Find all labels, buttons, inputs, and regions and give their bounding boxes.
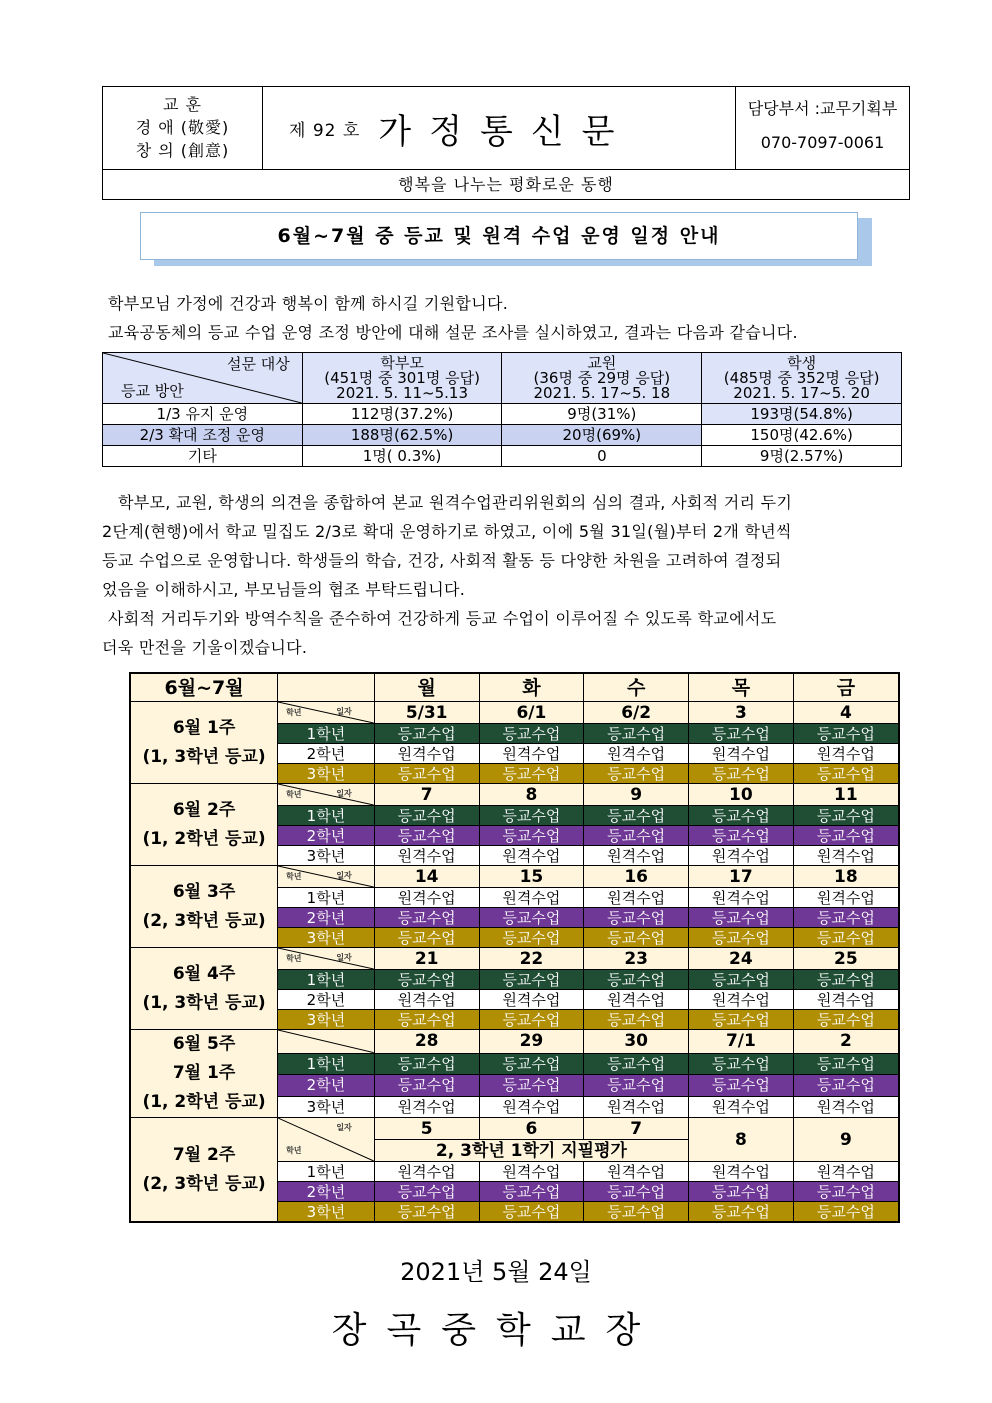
class-mode-cell: 등교수업 — [689, 1053, 794, 1074]
diag-bottom-label: 학년 — [286, 790, 302, 799]
date-grade-diagonal-cell — [278, 866, 375, 888]
class-mode-cell: 원격수업 — [793, 1096, 899, 1117]
date-cell: 2 — [793, 1030, 899, 1054]
body-line: 등교 수업으로 운영합니다. 학생들의 학습, 건강, 사회적 활동 등 다양한 차원을 고려하여 결정되 — [102, 551, 782, 570]
survey-group-header — [702, 353, 902, 404]
group-response: (36명 중 29명 응답) — [533, 368, 671, 387]
survey-table — [102, 352, 902, 467]
week-label-line: 7월 1주 — [172, 1063, 236, 1083]
corner-bottom-label: 등교 방안 — [121, 382, 184, 400]
school-motto — [103, 87, 263, 169]
class-mode-cell: 원격수업 — [584, 1096, 689, 1117]
grade-label: 3학년 — [278, 1202, 375, 1223]
row-label: 2/3 확대 조정 운영 — [103, 425, 303, 446]
grade-label: 3학년 — [278, 846, 375, 866]
class-mode-cell: 등교수업 — [689, 970, 794, 990]
exam-note: 2, 3학년 1학기 지필평가 — [374, 1140, 688, 1162]
class-mode-cell: 원격수업 — [479, 846, 584, 866]
class-mode-cell: 등교수업 — [793, 1182, 899, 1202]
grade-label: 1학년 — [278, 724, 375, 744]
class-mode-cell: 원격수업 — [689, 744, 794, 764]
class-mode-cell: 원격수업 — [793, 888, 899, 908]
body-line: 학부모, 교원, 학생의 의견을 종합하여 본교 원격수업관리위원회의 심의 결과, 사회적 거리 두기 — [118, 493, 793, 512]
class-mode-cell: 등교수업 — [584, 1202, 689, 1223]
class-mode-cell: 원격수업 — [689, 1096, 794, 1117]
class-mode-cell: 원격수업 — [584, 1162, 689, 1182]
week-date-row — [130, 784, 899, 806]
class-mode-cell: 등교수업 — [584, 1053, 689, 1074]
class-mode-cell: 등교수업 — [584, 1010, 689, 1030]
class-mode-cell: 등교수업 — [689, 764, 794, 784]
grade-label: 2학년 — [278, 744, 375, 764]
class-mode-cell: 원격수업 — [689, 888, 794, 908]
class-mode-cell: 원격수업 — [584, 744, 689, 764]
class-mode-cell: 등교수업 — [584, 928, 689, 948]
class-mode-cell: 등교수업 — [793, 764, 899, 784]
corner-top-label: 설문 대상 — [226, 355, 290, 373]
class-mode-cell: 등교수업 — [584, 826, 689, 846]
week-label — [130, 784, 278, 866]
date-cell: 22 — [479, 948, 584, 970]
week-date-row — [130, 1030, 899, 1054]
day-header: 월 — [374, 673, 479, 702]
survey-row — [103, 446, 902, 467]
day-header: 금 — [793, 673, 899, 702]
grade-label: 1학년 — [278, 888, 375, 908]
class-mode-cell: 원격수업 — [479, 888, 584, 908]
grade-label: 3학년 — [278, 1096, 375, 1117]
grade-label: 2학년 — [278, 1075, 375, 1096]
date-cell: 30 — [584, 1030, 689, 1054]
date-cell: 5 — [374, 1118, 479, 1140]
diag-top-label: 일자 — [336, 789, 352, 798]
class-mode-cell: 원격수업 — [793, 990, 899, 1010]
date-cell: 5/31 — [374, 702, 479, 724]
school-slogan: 행복을 나누는 평화로운 동행 — [103, 169, 909, 200]
class-mode-cell: 등교수업 — [374, 1075, 479, 1096]
grade-label: 1학년 — [278, 1162, 375, 1182]
group-period: 2021. 5. 17~5. 20 — [733, 383, 870, 402]
date-cell: 6/2 — [584, 702, 689, 724]
date-cell: 16 — [584, 866, 689, 888]
class-mode-cell: 등교수업 — [793, 970, 899, 990]
group-period: 2021. 5. 17~5. 18 — [533, 383, 671, 402]
class-mode-cell: 원격수업 — [479, 1162, 584, 1182]
week-label-line: 6월 4주 — [172, 963, 236, 984]
week-label — [130, 702, 278, 784]
diag-top-label: 일자 — [336, 1123, 352, 1132]
week-label — [130, 1118, 278, 1223]
class-mode-cell: 등교수업 — [479, 1075, 584, 1096]
group-response: (451명 중 301명 응답) — [324, 368, 480, 387]
diag-top-label: 일자 — [336, 953, 352, 962]
class-mode-cell: 등교수업 — [793, 1075, 899, 1096]
date-cell: 9 — [584, 784, 689, 806]
week-label-line: (2, 3학년 등교) — [142, 910, 266, 931]
row-label: 기타 — [103, 446, 303, 467]
class-mode-cell: 등교수업 — [374, 970, 479, 990]
motto-line: 교 훈 — [163, 95, 202, 114]
motto-line: 경 애 (敬愛) — [135, 118, 230, 137]
date-cell: 7/1 — [689, 1030, 794, 1054]
date-grade-diagonal-cell — [278, 1118, 375, 1162]
class-mode-cell: 등교수업 — [793, 826, 899, 846]
newsletter-title: 가정통신문 — [378, 111, 633, 152]
class-mode-cell: 등교수업 — [374, 806, 479, 826]
date-cell: 6/1 — [479, 702, 584, 724]
class-mode-cell: 등교수업 — [374, 1053, 479, 1074]
diagonal-line — [278, 1030, 374, 1053]
date-cell: 6 — [479, 1118, 584, 1140]
day-header: 목 — [689, 673, 794, 702]
date-cell: 4 — [793, 702, 899, 724]
class-mode-cell: 원격수업 — [479, 1096, 584, 1117]
week-label-line: 6월 3주 — [172, 881, 236, 902]
class-mode-cell: 원격수업 — [584, 888, 689, 908]
class-mode-cell: 원격수업 — [689, 1162, 794, 1182]
class-mode-cell: 등교수업 — [374, 928, 479, 948]
class-mode-cell: 등교수업 — [689, 1182, 794, 1202]
week-date-row — [130, 702, 899, 724]
week-label — [130, 866, 278, 948]
day-header: 화 — [479, 673, 584, 702]
week-label-line: (1, 2학년 등교) — [142, 1092, 266, 1112]
class-mode-cell: 등교수업 — [689, 806, 794, 826]
row-label: 1/3 유지 운영 — [103, 404, 303, 425]
week-label-line: (1, 3학년 등교) — [142, 992, 266, 1013]
schedule-table — [129, 672, 900, 1223]
class-mode-cell: 원격수업 — [374, 1162, 479, 1182]
group-period: 2021. 5. 11~5.13 — [336, 383, 468, 402]
week-label-line: (2, 3학년 등교) — [142, 1173, 266, 1194]
class-mode-cell: 등교수업 — [479, 806, 584, 826]
class-mode-cell: 등교수업 — [793, 908, 899, 928]
date-grade-diagonal-cell — [278, 948, 375, 970]
body-line: 2단계(현행)에서 학교 밀집도 2/3로 확대 운영하기로 하였고, 이에 5월 31일(월)부터 2개 학년씩 — [102, 522, 792, 541]
class-mode-cell: 등교수업 — [689, 908, 794, 928]
grade-label: 3학년 — [278, 764, 375, 784]
class-mode-cell: 등교수업 — [374, 1010, 479, 1030]
class-mode-cell: 등교수업 — [374, 826, 479, 846]
class-mode-cell: 등교수업 — [479, 970, 584, 990]
class-mode-cell: 원격수업 — [793, 744, 899, 764]
class-mode-cell: 등교수업 — [374, 1202, 479, 1223]
class-mode-cell: 등교수업 — [793, 1010, 899, 1030]
class-mode-cell: 등교수업 — [479, 908, 584, 928]
day-header: 수 — [584, 673, 689, 702]
date-grade-diagonal-cell — [278, 784, 375, 806]
week-label — [130, 1030, 278, 1118]
date-cell: 21 — [374, 948, 479, 970]
date-cell: 11 — [793, 784, 899, 806]
week-date-row — [130, 1118, 899, 1140]
intro-line: 교육공동체의 등교 수업 운영 조정 방안에 대해 설문 조사를 실시하였고, 결과는 다음과 같습니다. — [108, 323, 798, 342]
date-cell: 24 — [689, 948, 794, 970]
row-value: 188명(62.5%) — [302, 425, 502, 446]
issue-date: 2021년 5월 24일 — [400, 1258, 592, 1286]
survey-row — [103, 425, 902, 446]
body-line: 사회적 거리두기와 방역수칙을 준수하여 건강하게 등교 수업이 이루어질 수 있도록 학교에서도 — [108, 609, 777, 628]
date-cell: 28 — [374, 1030, 479, 1054]
department-name: 담당부서 :교무기획부 — [747, 99, 898, 118]
week-date-row — [130, 866, 899, 888]
class-mode-cell: 등교수업 — [374, 724, 479, 744]
class-mode-cell: 등교수업 — [689, 1075, 794, 1096]
class-mode-cell: 원격수업 — [584, 846, 689, 866]
date-cell: 18 — [793, 866, 899, 888]
motto-line: 창 의 (創意) — [135, 141, 230, 160]
grade-label: 2학년 — [278, 908, 375, 928]
class-mode-cell: 등교수업 — [479, 1010, 584, 1030]
date-cell: 3 — [689, 702, 794, 724]
week-label-line: (1, 3학년 등교) — [142, 746, 266, 767]
week-date-row — [130, 948, 899, 970]
class-mode-cell: 등교수업 — [584, 806, 689, 826]
grade-label: 3학년 — [278, 928, 375, 948]
class-mode-cell: 등교수업 — [374, 908, 479, 928]
date-grade-diagonal-cell — [278, 1030, 375, 1054]
row-value: 193명(54.8%) — [702, 404, 902, 425]
period-label: 6월~7월 — [130, 673, 278, 702]
diag-top-label: 일자 — [336, 871, 352, 880]
class-mode-cell: 원격수업 — [374, 846, 479, 866]
class-mode-cell: 등교수업 — [584, 1075, 689, 1096]
grade-label: 1학년 — [278, 970, 375, 990]
class-mode-cell: 등교수업 — [584, 1182, 689, 1202]
class-mode-cell: 등교수업 — [479, 928, 584, 948]
diag-bottom-label: 학년 — [286, 954, 302, 963]
date-cell: 23 — [584, 948, 689, 970]
department-info — [735, 87, 909, 169]
body-line: 었음을 이해하시고, 부모님들의 협조 부탁드립니다. — [102, 580, 466, 599]
class-mode-cell: 원격수업 — [374, 888, 479, 908]
diag-top-label: 일자 — [336, 707, 352, 716]
row-value: 20명(69%) — [502, 425, 702, 446]
date-cell: 17 — [689, 866, 794, 888]
survey-group-header — [302, 353, 502, 404]
body-line: 더욱 만전을 기울이겠습니다. — [102, 638, 308, 657]
grade-label: 3학년 — [278, 1010, 375, 1030]
notice-title: 6월~7월 중 등교 및 원격 수업 운영 일정 안내 — [140, 212, 858, 260]
class-mode-cell: 등교수업 — [479, 826, 584, 846]
date-cell: 7 — [584, 1118, 689, 1140]
row-value: 112명(37.2%) — [302, 404, 502, 425]
group-name: 학생 — [787, 353, 817, 372]
group-name: 교원 — [587, 353, 617, 372]
class-mode-cell: 등교수업 — [793, 1202, 899, 1223]
week-label-line: 7월 2주 — [172, 1144, 236, 1165]
class-mode-cell: 등교수업 — [479, 1202, 584, 1223]
class-mode-cell: 원격수업 — [479, 744, 584, 764]
class-mode-cell: 원격수업 — [479, 990, 584, 1010]
department-phone: 070-7097-0061 — [760, 133, 885, 152]
class-mode-cell: 등교수업 — [584, 724, 689, 744]
intro-line: 학부모님 가정에 건강과 행복이 함께 하시길 기원합니다. — [108, 294, 509, 313]
date-cell: 7 — [374, 784, 479, 806]
class-mode-cell: 등교수업 — [374, 1182, 479, 1202]
class-mode-cell: 원격수업 — [793, 846, 899, 866]
class-mode-cell: 등교수업 — [689, 1010, 794, 1030]
class-mode-cell: 등교수업 — [584, 764, 689, 784]
newsletter-header — [102, 86, 910, 200]
survey-corner-cell — [103, 353, 303, 404]
class-mode-cell: 등교수업 — [793, 1053, 899, 1074]
grade-label: 2학년 — [278, 826, 375, 846]
class-mode-cell: 등교수업 — [479, 1182, 584, 1202]
class-mode-cell: 등교수업 — [479, 724, 584, 744]
diag-bottom-label: 학년 — [286, 1146, 302, 1155]
blank-header — [278, 673, 375, 702]
class-mode-cell: 원격수업 — [793, 1162, 899, 1182]
class-mode-cell: 원격수업 — [689, 990, 794, 1010]
class-mode-cell: 등교수업 — [584, 908, 689, 928]
newsletter-title-area — [263, 87, 735, 169]
grade-label: 1학년 — [278, 806, 375, 826]
week-label-line: 6월 2주 — [172, 799, 236, 820]
date-cell: 25 — [793, 948, 899, 970]
date-cell: 14 — [374, 866, 479, 888]
date-cell: 9 — [793, 1118, 899, 1162]
class-mode-cell: 등교수업 — [793, 928, 899, 948]
date-cell: 29 — [479, 1030, 584, 1054]
date-grade-diagonal-cell — [278, 702, 375, 724]
class-mode-cell: 원격수업 — [584, 990, 689, 1010]
class-mode-cell: 등교수업 — [689, 826, 794, 846]
class-mode-cell: 등교수업 — [479, 1053, 584, 1074]
week-label — [130, 948, 278, 1030]
grade-label: 1학년 — [278, 1053, 375, 1074]
row-value: 1명( 0.3%) — [302, 446, 502, 467]
principal-signature: 장곡중학교장 — [331, 1310, 661, 1351]
row-value: 9명(2.57%) — [702, 446, 902, 467]
grade-label: 2학년 — [278, 1182, 375, 1202]
class-mode-cell: 등교수업 — [584, 970, 689, 990]
row-value: 9명(31%) — [502, 404, 702, 425]
class-mode-cell: 원격수업 — [374, 1096, 479, 1117]
class-mode-cell: 등교수업 — [689, 724, 794, 744]
date-cell: 8 — [479, 784, 584, 806]
class-mode-cell: 등교수업 — [793, 724, 899, 744]
week-label-line: 6월 1주 — [172, 717, 236, 738]
class-mode-cell: 원격수업 — [374, 990, 479, 1010]
group-name: 학부모 — [380, 353, 424, 372]
survey-group-header — [502, 353, 702, 404]
diag-bottom-label: 학년 — [286, 708, 302, 717]
class-mode-cell: 등교수업 — [793, 806, 899, 826]
issue-number: 제 92 호 — [289, 120, 361, 141]
group-response: (485명 중 352명 응답) — [723, 368, 880, 387]
row-value: 150명(42.6%) — [702, 425, 902, 446]
grade-label: 2학년 — [278, 990, 375, 1010]
survey-row — [103, 404, 902, 425]
class-mode-cell: 등교수업 — [689, 928, 794, 948]
class-mode-cell: 등교수업 — [479, 764, 584, 784]
class-mode-cell: 원격수업 — [689, 846, 794, 866]
week-label-line: (1, 2학년 등교) — [142, 828, 266, 849]
class-mode-cell: 등교수업 — [374, 764, 479, 784]
class-mode-cell: 원격수업 — [374, 744, 479, 764]
date-cell: 8 — [689, 1118, 794, 1162]
row-value: 0 — [502, 446, 702, 467]
date-cell: 15 — [479, 866, 584, 888]
date-cell: 10 — [689, 784, 794, 806]
diag-bottom-label: 학년 — [286, 872, 302, 881]
week-label-line: 6월 5주 — [172, 1034, 236, 1054]
class-mode-cell: 등교수업 — [689, 1202, 794, 1223]
